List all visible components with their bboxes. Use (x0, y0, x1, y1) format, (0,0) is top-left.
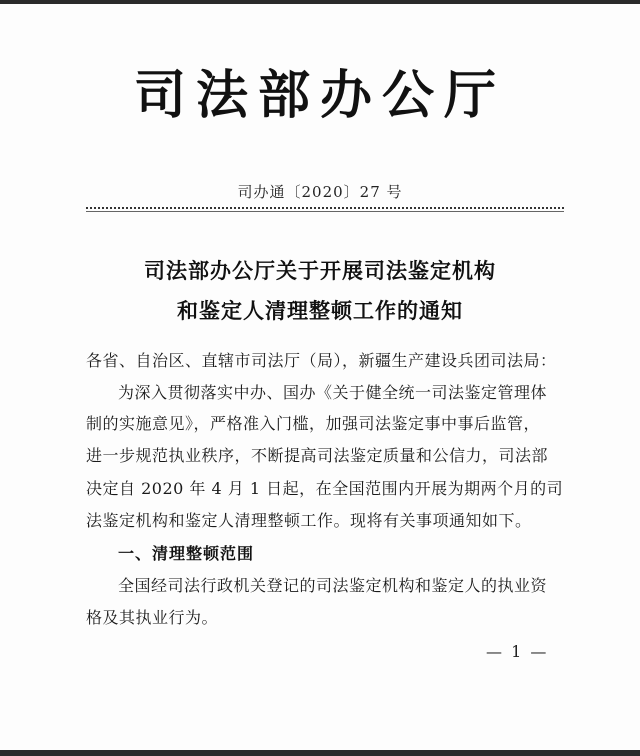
page-top-edge (0, 0, 640, 4)
document-title-line-1: 司法部办公厅关于开展司法鉴定机构 (144, 259, 496, 283)
document-number: 司办通〔2020〕27 号 (237, 183, 403, 201)
header-divider-line (86, 211, 564, 212)
intro-line-5: 法鉴定机构和鉴定人清理整顿工作。现将有关事项通知如下。 (86, 511, 532, 530)
masthead: 司法部办公厅 (133, 65, 506, 126)
section-line-1: 全国经司法行政机关登记的司法鉴定机构和鉴定人的执业资 (118, 576, 548, 595)
intro-line-1: 为深入贯彻落实中办、国办《关于健全统一司法鉴定管理体 (118, 383, 548, 402)
addressee: 各省、自治区、直辖市司法厅（局），新疆生产建设兵团司法局： (86, 351, 557, 370)
page-number: — 1 — (486, 642, 549, 661)
intro-line-2: 制的实施意见》，严格准入门槛，加强司法鉴定事中事后监管， (86, 414, 541, 433)
section-heading: 一、清理整顿范围 (118, 544, 255, 563)
header-divider (86, 207, 564, 209)
section-line-2: 格及其执业行为。 (86, 608, 219, 627)
document-title-line-2: 和鉴定人清理整顿工作的通知 (177, 299, 463, 323)
intro-line-3: 进一步规范执业秩序，不断提高司法鉴定质量和公信力，司法部 (86, 446, 549, 465)
intro-line-4: 决定自 2020 年 4 月 1 日起，在全国范围内开展为期两个月的司 (86, 479, 564, 498)
page-bottom-edge (0, 750, 640, 756)
